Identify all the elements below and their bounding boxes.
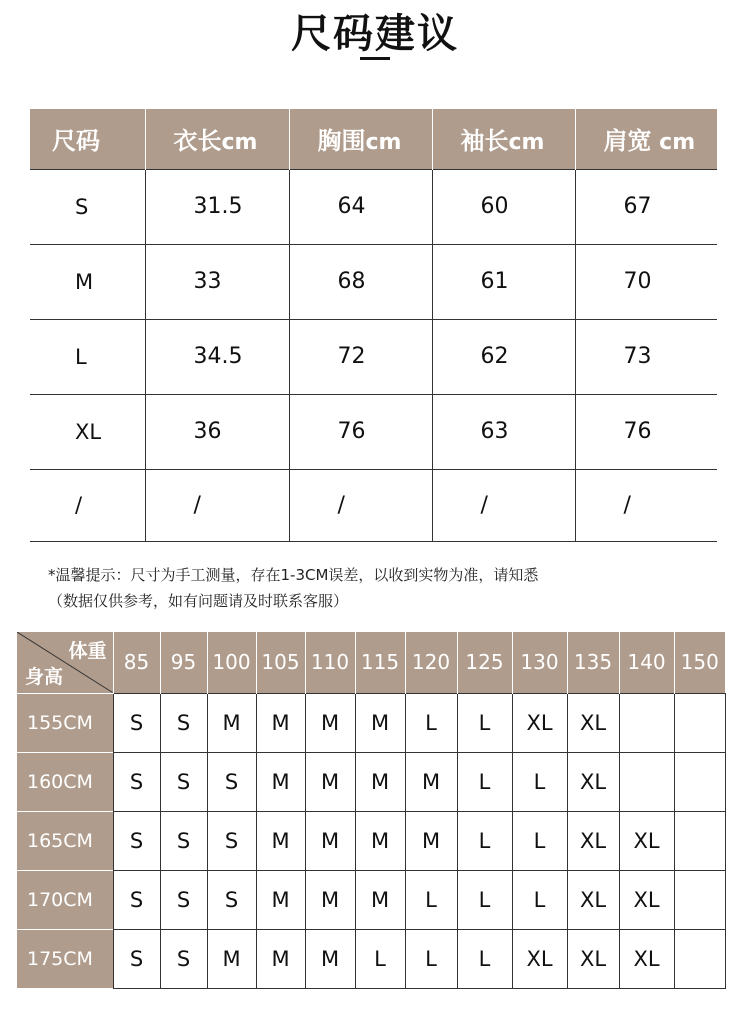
recommended-size-cell: L <box>512 811 567 870</box>
size-label-cell: XL <box>30 394 145 469</box>
weight-header-cell: 110 <box>305 632 355 693</box>
recommended-size-cell: XL <box>567 870 619 929</box>
measurement-cell: 68 <box>289 244 432 319</box>
size-label-cell: M <box>30 244 145 319</box>
measurement-cell: 61 <box>432 244 575 319</box>
recommended-size-cell: M <box>355 693 405 752</box>
recommended-size-cell: S <box>207 811 256 870</box>
measurement-cell: 31.5 <box>145 169 289 244</box>
recommended-size-cell: L <box>355 929 405 988</box>
recommended-size-cell <box>674 693 725 752</box>
recommended-size-cell: M <box>207 929 256 988</box>
size-row <box>30 169 717 244</box>
weight-header-cell: 130 <box>512 632 567 693</box>
size-table <box>30 109 717 542</box>
height-label-cell: 160CM <box>17 752 113 811</box>
measurement-cell: / <box>432 469 575 541</box>
recommended-size-cell: S <box>113 870 160 929</box>
recommended-size-cell: M <box>305 811 355 870</box>
recommended-size-cell: S <box>113 752 160 811</box>
recommended-size-cell: S <box>160 870 207 929</box>
recommended-size-cell: S <box>160 811 207 870</box>
recommended-size-cell: M <box>305 693 355 752</box>
weight-header-cell: 85 <box>113 632 160 693</box>
height-row <box>17 929 725 988</box>
measurement-cell: 64 <box>289 169 432 244</box>
recommended-size-cell: S <box>113 693 160 752</box>
size-label-cell: S <box>30 169 145 244</box>
note-line-1: *温馨提示：尺寸为手工测量，存在1-3CM误差，以收到实物为准，请知悉 <box>48 566 539 584</box>
header-label: 胸围 <box>317 127 366 156</box>
size-notes <box>48 562 728 614</box>
height-row <box>17 870 725 929</box>
recommended-size-cell: S <box>113 929 160 988</box>
recommended-size-cell: XL <box>512 929 567 988</box>
recommended-size-cell: L <box>457 870 512 929</box>
recommended-size-cell: M <box>256 693 305 752</box>
recommended-size-cell: S <box>160 929 207 988</box>
height-label-cell: 155CM <box>17 693 113 752</box>
recommended-size-cell: XL <box>567 752 619 811</box>
size-label-cell: / <box>30 469 145 541</box>
recommendation-header-row <box>17 632 725 693</box>
height-row <box>17 693 725 752</box>
recommended-size-cell: M <box>405 752 457 811</box>
measurement-cell: 60 <box>432 169 575 244</box>
recommended-size-cell: XL <box>567 811 619 870</box>
header-unit: cm <box>365 130 402 156</box>
height-label-cell: 165CM <box>17 811 113 870</box>
recommended-size-cell: XL <box>619 929 674 988</box>
header-unit: cm <box>651 130 696 156</box>
recommended-size-cell: XL <box>619 811 674 870</box>
recommended-size-cell: L <box>457 811 512 870</box>
recommended-size-cell: M <box>305 870 355 929</box>
header-label: 尺码 <box>52 127 100 156</box>
recommended-size-cell <box>674 870 725 929</box>
size-header-cell <box>30 109 145 169</box>
recommended-size-cell: M <box>207 693 256 752</box>
measurement-cell: 33 <box>145 244 289 319</box>
recommended-size-cell: M <box>305 752 355 811</box>
measurement-cell: / <box>289 469 432 541</box>
note-line-2: （数据仅供参考，如有问题请及时联系客服） <box>48 592 349 610</box>
header-unit: cm <box>221 130 258 156</box>
recommended-size-cell: M <box>256 752 305 811</box>
measurement-cell: 34.5 <box>145 319 289 394</box>
height-label-cell: 170CM <box>17 870 113 929</box>
weight-label: 体重 <box>68 640 107 662</box>
weight-header-cell: 135 <box>567 632 619 693</box>
recommended-size-cell: S <box>160 693 207 752</box>
recommended-size-cell: M <box>256 811 305 870</box>
corner-header-cell <box>17 632 113 693</box>
height-row <box>17 752 725 811</box>
recommended-size-cell: M <box>355 870 405 929</box>
measurement-cell: 76 <box>289 394 432 469</box>
measurement-cell: 62 <box>432 319 575 394</box>
recommended-size-cell <box>674 752 725 811</box>
recommended-size-cell: XL <box>512 693 567 752</box>
recommended-size-cell: S <box>160 752 207 811</box>
recommended-size-cell: XL <box>567 693 619 752</box>
measurement-cell: 76 <box>575 394 717 469</box>
recommended-size-cell: L <box>512 870 567 929</box>
length-header-cell <box>145 109 289 169</box>
recommended-size-cell: M <box>355 752 405 811</box>
measurement-cell: 67 <box>575 169 717 244</box>
measurement-cell: / <box>145 469 289 541</box>
weight-header-cell: 100 <box>207 632 256 693</box>
recommended-size-cell: L <box>457 752 512 811</box>
sleeve-header-cell <box>432 109 575 169</box>
recommended-size-cell: S <box>113 811 160 870</box>
recommended-size-cell: M <box>256 870 305 929</box>
weight-header-cell: 95 <box>160 632 207 693</box>
measurement-cell: 72 <box>289 319 432 394</box>
size-row <box>30 469 717 541</box>
recommended-size-cell <box>619 693 674 752</box>
measurement-cell: / <box>575 469 717 541</box>
recommended-size-cell: L <box>405 693 457 752</box>
recommended-size-cell: L <box>405 870 457 929</box>
header-label: 袖长 <box>460 127 509 156</box>
recommended-size-cell: S <box>207 870 256 929</box>
recommended-size-cell: XL <box>567 929 619 988</box>
size-table-header-row <box>30 109 717 169</box>
recommendation-table <box>17 632 726 989</box>
weight-header-cell: 115 <box>355 632 405 693</box>
header-label: 衣长 <box>173 127 222 156</box>
measurement-cell: 73 <box>575 319 717 394</box>
title-underline <box>360 57 390 60</box>
recommended-size-cell: L <box>405 929 457 988</box>
height-row <box>17 811 725 870</box>
recommended-size-cell: L <box>457 929 512 988</box>
height-label-cell: 175CM <box>17 929 113 988</box>
recommended-size-cell: M <box>405 811 457 870</box>
size-row <box>30 394 717 469</box>
chest-header-cell <box>289 109 432 169</box>
recommended-size-cell <box>619 752 674 811</box>
weight-header-cell: 105 <box>256 632 305 693</box>
recommended-size-cell: L <box>512 752 567 811</box>
measurement-cell: 63 <box>432 394 575 469</box>
recommended-size-cell: XL <box>619 870 674 929</box>
recommended-size-cell: S <box>207 752 256 811</box>
weight-header-cell: 120 <box>405 632 457 693</box>
recommended-size-cell: M <box>355 811 405 870</box>
recommended-size-cell: L <box>457 693 512 752</box>
page-title: 尺码建议 <box>291 11 459 57</box>
height-label: 身高 <box>25 665 64 688</box>
header-unit: cm <box>508 130 545 156</box>
recommended-size-cell <box>674 811 725 870</box>
weight-header-cell: 140 <box>619 632 674 693</box>
header-label: 肩宽 <box>603 127 652 156</box>
weight-header-cell: 125 <box>457 632 512 693</box>
weight-header-cell: 150 <box>674 632 725 693</box>
recommended-size-cell <box>674 929 725 988</box>
measurement-cell: 70 <box>575 244 717 319</box>
measurement-cell: 36 <box>145 394 289 469</box>
recommended-size-cell: M <box>305 929 355 988</box>
recommended-size-cell: M <box>256 929 305 988</box>
size-row <box>30 319 717 394</box>
size-label-cell: L <box>30 319 145 394</box>
shoulder-header-cell <box>575 109 717 169</box>
size-row <box>30 244 717 319</box>
